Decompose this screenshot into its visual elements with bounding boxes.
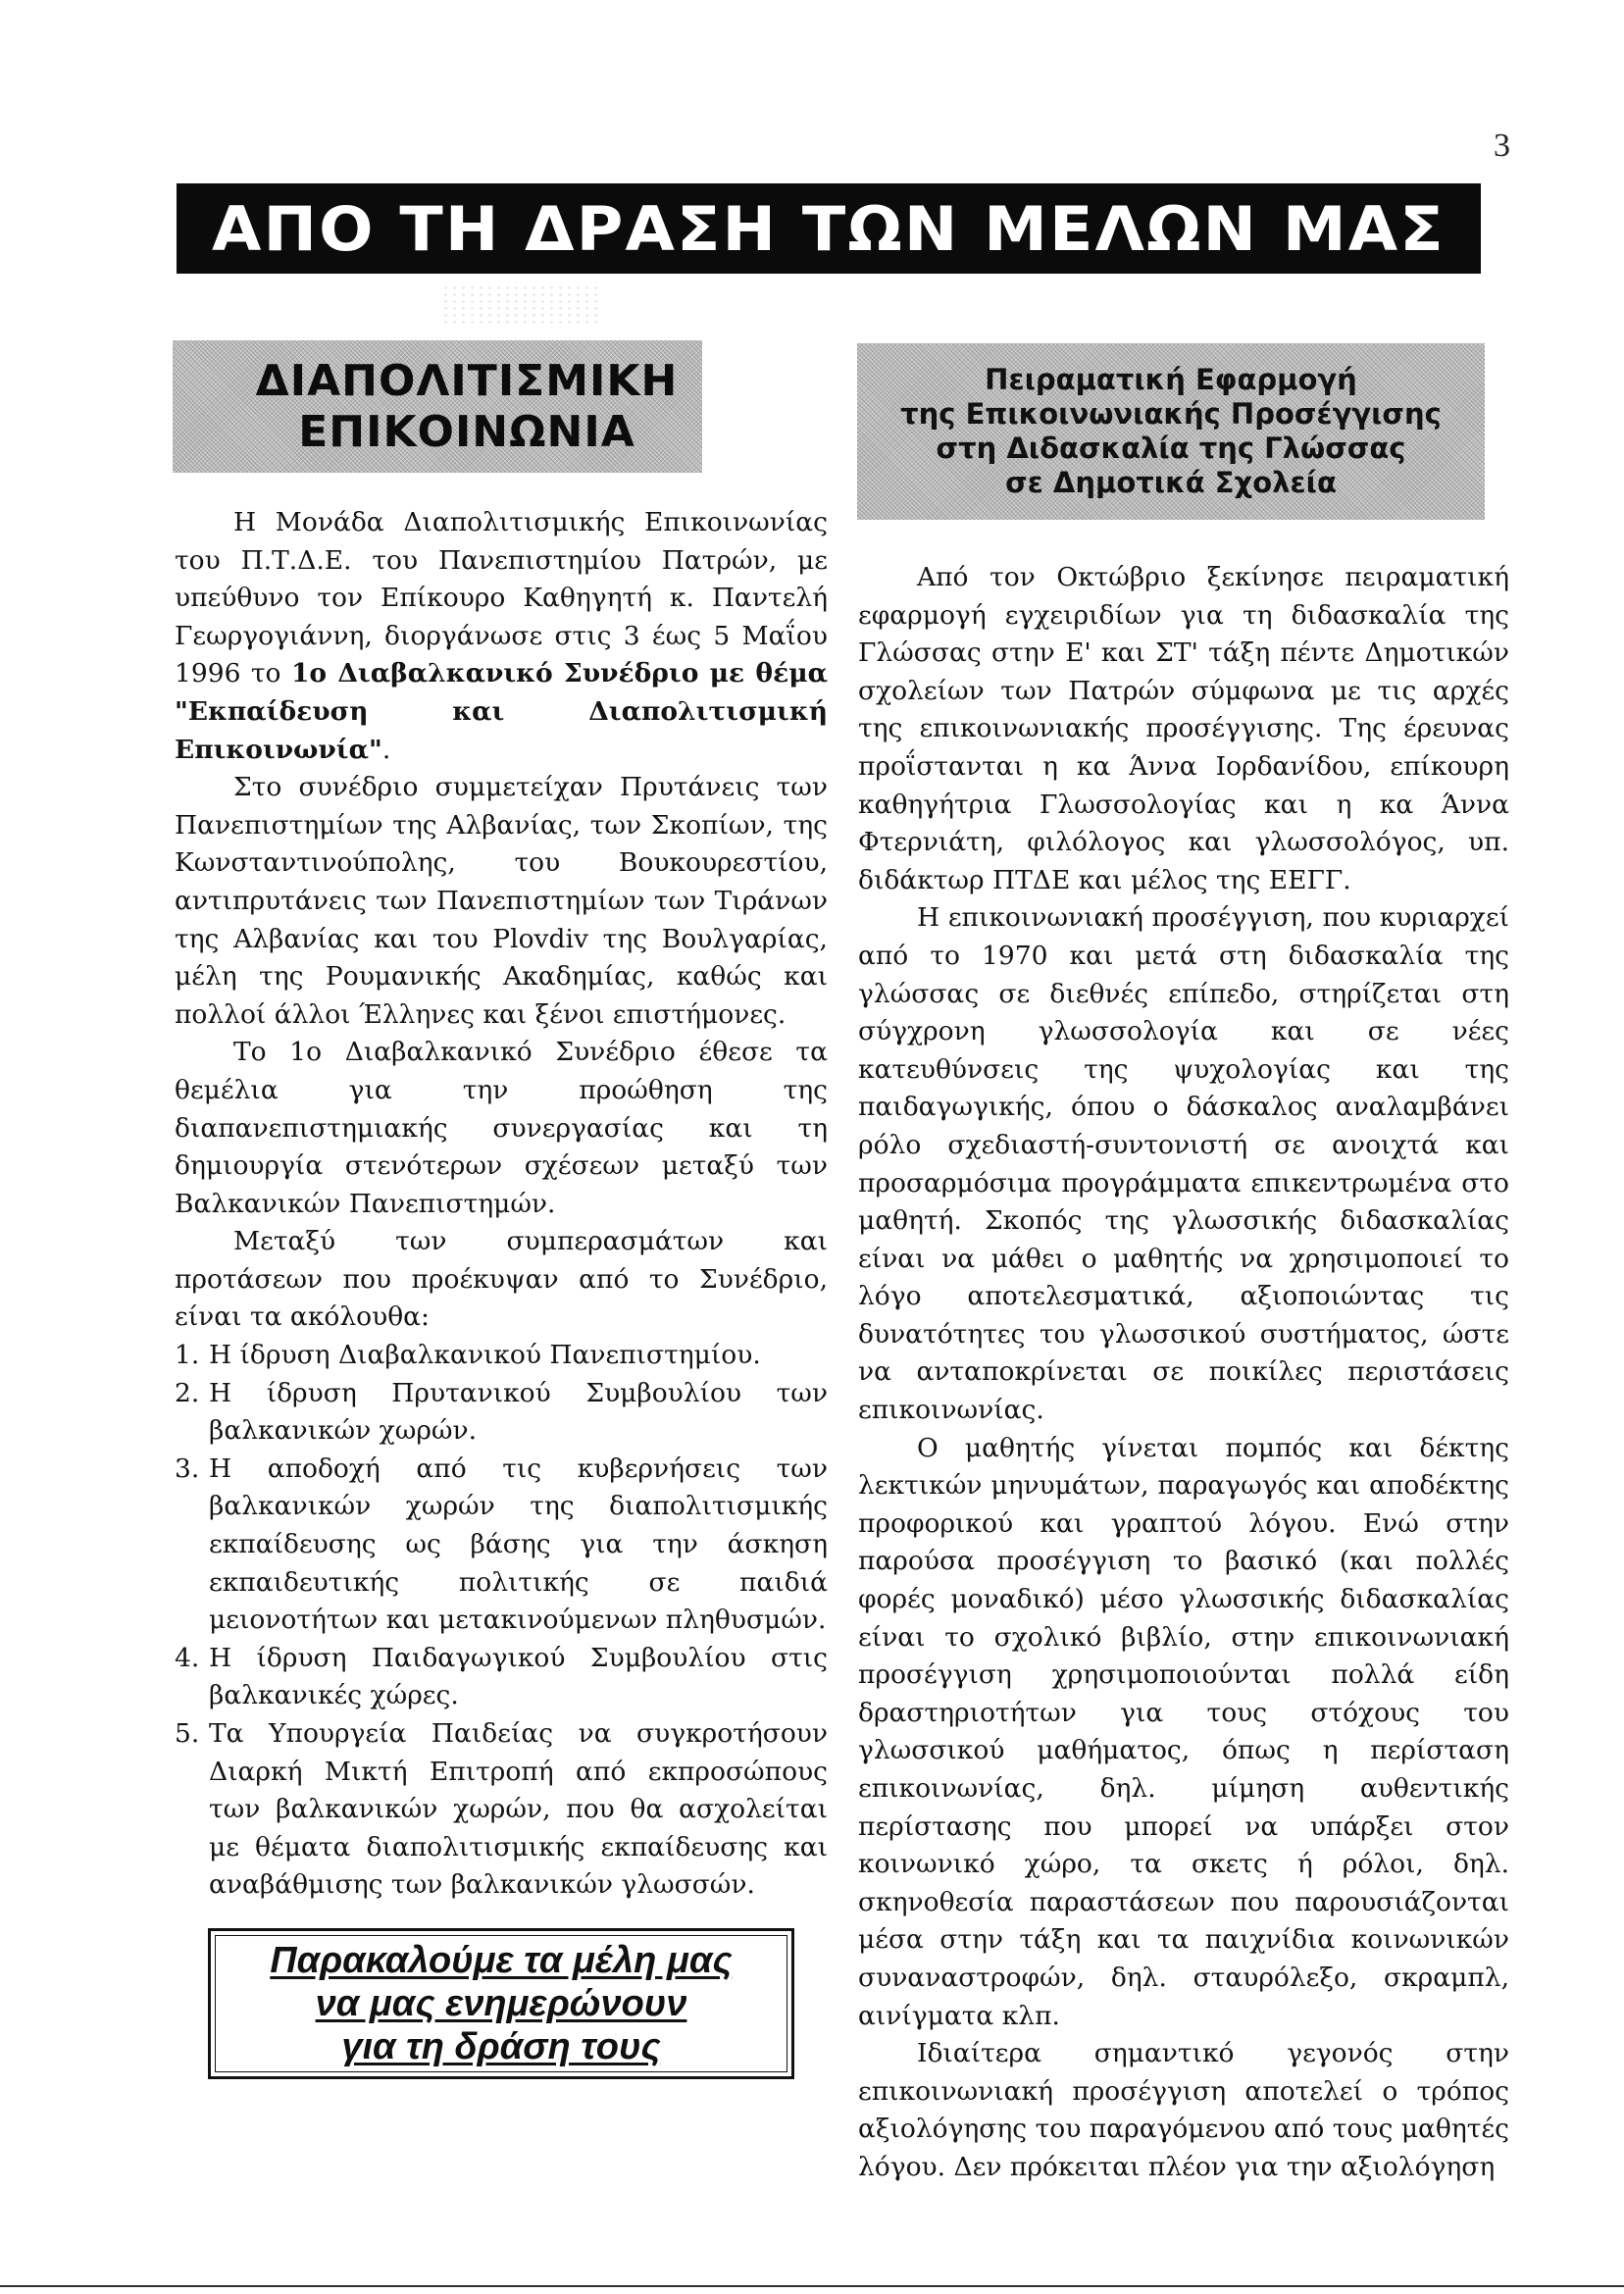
left-article-paragraph: Μεταξύ των συμπερασμάτων και προτάσεων που προέκυψαν από το Συνέδριο, είναι τα ακόλουθα: <box>175 1226 828 1333</box>
right-article-paragraph: Η επικοινωνιακή προσέγγιση, που κυριαρχεί από το 1970 και μετά στη διδασκαλία της γλώσσας σε διεθνές επίπεδο, στηρίζεται στη σύγχρονη γλωσσολογία και σε νέες κατευθύνσεις της ψυχολογίας και της παιδαγωγικής, όπου ο δάσκαλος αναλαμβάνει ρόλο σχεδιαστή-συντονιστή σε ανοιχτά και προσαρμόσιμα προγράμματα επικεντρωμένα στο μαθητή. Σκοπός της γλωσσικής διδασκαλίας είναι να μάθει ο μαθητής να χρησιμοποιεί το λόγο αποτελεσματικά, αξιοποιώντας τις δυνατότητες του γλωσσικού συστήματος, ώστε να ανταποκρίνεται σε ποικίλες περιστάσεις επικοινωνίας. <box>858 902 1509 1426</box>
right-article-heading-line: της Επικοινωνιακής Προσέγγισης <box>900 397 1442 431</box>
right-article-heading-box <box>857 343 1485 520</box>
right-article-paragraph: Ιδιαίτερα σημαντικό γεγονός στην επικοινωνιακή προσέγγιση αποτελεί ο τρόπος αξιολόγησης του παραγόμενου από τους μαθητές λόγου. Δεν πρόκειται πλέον για την αξιολόγηση <box>858 2038 1509 2182</box>
left-article-paragraph: Στο συνέδριο συμμετείχαν Πρυτάνεις των Πανεπιστημίων της Αλβανίας, των Σκοπίων, της Κωνσταντινούπολης, του Βουκουρεστίου, αντιπρυτάνεις των Πανεπιστημίων των Τιράνων της Αλβανίας και του Plovdiv της Βουλγαρίας, μέλη της Ρουμανικής Ακαδημίας, καθώς και πολλοί άλλοι Έλληνες και ξένοι επιστήμονες. <box>175 772 828 1030</box>
list-item: 2. Η ίδρυση Πρυτανικού Συμβουλίου των βαλκανικών χωρών. <box>175 1377 828 1447</box>
right-article-heading-line: Πειραματική Εφαρμογή <box>985 363 1357 396</box>
right-article-heading-line: στη Διδασκαλία της Γλώσσας <box>936 432 1406 465</box>
list-item: 1. Η ίδρυση Διαβαλκανικού Πανεπιστημίου. <box>175 1340 761 1371</box>
section-banner <box>177 183 1481 274</box>
list-item: 4. Η ίδρυση Παιδαγωγικού Συμβουλίου στις βαλκανικές χώρες. <box>175 1642 828 1711</box>
members-notice-inner <box>215 1935 787 2072</box>
left-article-heading-line: ΔΙΑΠΟΛΙΤΙΣΜΙΚΗ <box>255 355 679 406</box>
section-banner-title: ΑΠΟ ΤΗ ΔΡΑΣΗ ΤΩΝ ΜΕΛΩΝ ΜΑΣ <box>212 192 1446 265</box>
right-article-body <box>858 559 1509 2187</box>
list-item: 3. Η αποδοχή από τις κυβερνήσεις των βαλκανικών χωρών της διαπολιτισμικής εκπαίδευσης ως βάσης για την άσκηση εκπαιδευτικής πολιτικής σε παιδιά μειονοτήτων και μετακινούμενων πληθυσμών. <box>175 1453 828 1636</box>
left-article-paragraph: Το 1ο Διαβαλκανικό Συνέδριο έθεσε τα θεμέλια για την προώθηση της διαπανεπιστημιακής συνεργασίας και τη δημιουργία στενότερων σχέσεων μεταξύ των Βαλκανικών Πανεπιστημών. <box>175 1037 828 1219</box>
list-item: 5. Τα Υπουργεία Παιδείας να συγκροτήσουν Διαρκή Μικτή Επιτροπή από εκπροσώπους των βαλκανικών χωρών, που θα ασχολείται με θέματα διαπολιτισμικής εκπαίδευσης και αναβάθμισης των βαλκανικών γλωσσών. <box>175 1718 828 1901</box>
notice-line: Παρακαλούμε τα μέλη μας <box>270 1940 733 1981</box>
conclusions-list <box>175 1337 828 1905</box>
page-bottom-rule <box>0 2285 1624 2287</box>
members-notice-box <box>208 1928 794 2079</box>
right-article-heading-line: σε Δημοτικά Σχολεία <box>1005 466 1337 499</box>
notice-line: για τη δράση τους <box>341 2026 661 2067</box>
page-number: 3 <box>1494 127 1510 164</box>
left-article-paragraph: Η Μονάδα Διαπολιτισμικής Επικοινωνίας του Π.Τ.Δ.Ε. του Πανεπιστημίου Πατρών, με υπεύθυνο τον Επίκουρο Καθηγητή κ. Παντελή Γεωργογιάννη, διοργάνωσε στις 3 έως 5 Μαΐου 1996 το 1ο Διαβαλκανικό Συνέδριο με θέμα "Εκπαίδευση και Διαπολιτισμική Επικοινωνία". <box>175 507 828 765</box>
conference-title: 1ο Διαβαλκανικό Συνέδριο με θέμα "Εκπαίδευση και Διαπολιτισμική Επικοινωνία" <box>175 658 828 765</box>
notice-line: να μας ενημερώνουν <box>315 1983 687 2024</box>
right-article-paragraph: Ο μαθητής γίνεται πομπός και δέκτης λεκτικών μηνυμάτων, παραγωγός και αποδέκτης προφορικού και γραπτού λόγου. Ενώ στην παρούσα προσέγγιση το βασικό (και πολλές φορές μοναδικό) μέσο γλωσσικής διδασκαλίας είναι το σχολικό βιβλίο, στην επικοινωνιακή προσέγγιση χρησιμοποιούνται πολλά είδη δραστηριοτήτων για τους στόχους του γλωσσικού μαθήματος, όπως η περίσταση επικοινωνίας, δηλ. μίμηση αυθεντικής περίστασης που μπορεί να υπάρξει στον κοινωνικό χώρο, τα σκετς ή ρόλοι, δηλ. σκηνοθεσία παραστάσεων που παρουσιάζονται μέσα στην τάξη και τα παιχνίδια κοινωνικών συναναστροφών, δηλ. σταυρόλεξο, σκραμπλ, αινίγματα κλπ. <box>858 1432 1509 2031</box>
scan-speckle <box>441 284 598 324</box>
right-article-paragraph: Από τον Οκτώβριο ξεκίνησε πειραματική εφαρμογή εγχειριδίων για τη διδασκαλία της Γλώσσας στην Ε' και ΣΤ' τάξη πέντε Δημοτικών σχολείων των Πατρών σύμφωνα με τις αρχές της επικοινωνιακής προσέγγισης. Της έρευνας προΐστανται η κα Άννα Ιορδανίδου, επίκουρη καθηγήτρια Γλωσσολογίας και η κα Άννα Φτερνιάτη, φιλόλογος και γλωσσολόγος, υπ. διδάκτωρ ΠΤΔΕ και μέλος της ΕΕΓΓ. <box>858 562 1509 895</box>
left-article-body <box>175 504 828 1905</box>
left-article-heading-line: ΕΠΙΚΟΙΝΩΝΙΑ <box>298 406 635 457</box>
left-article-heading-box <box>173 340 702 473</box>
